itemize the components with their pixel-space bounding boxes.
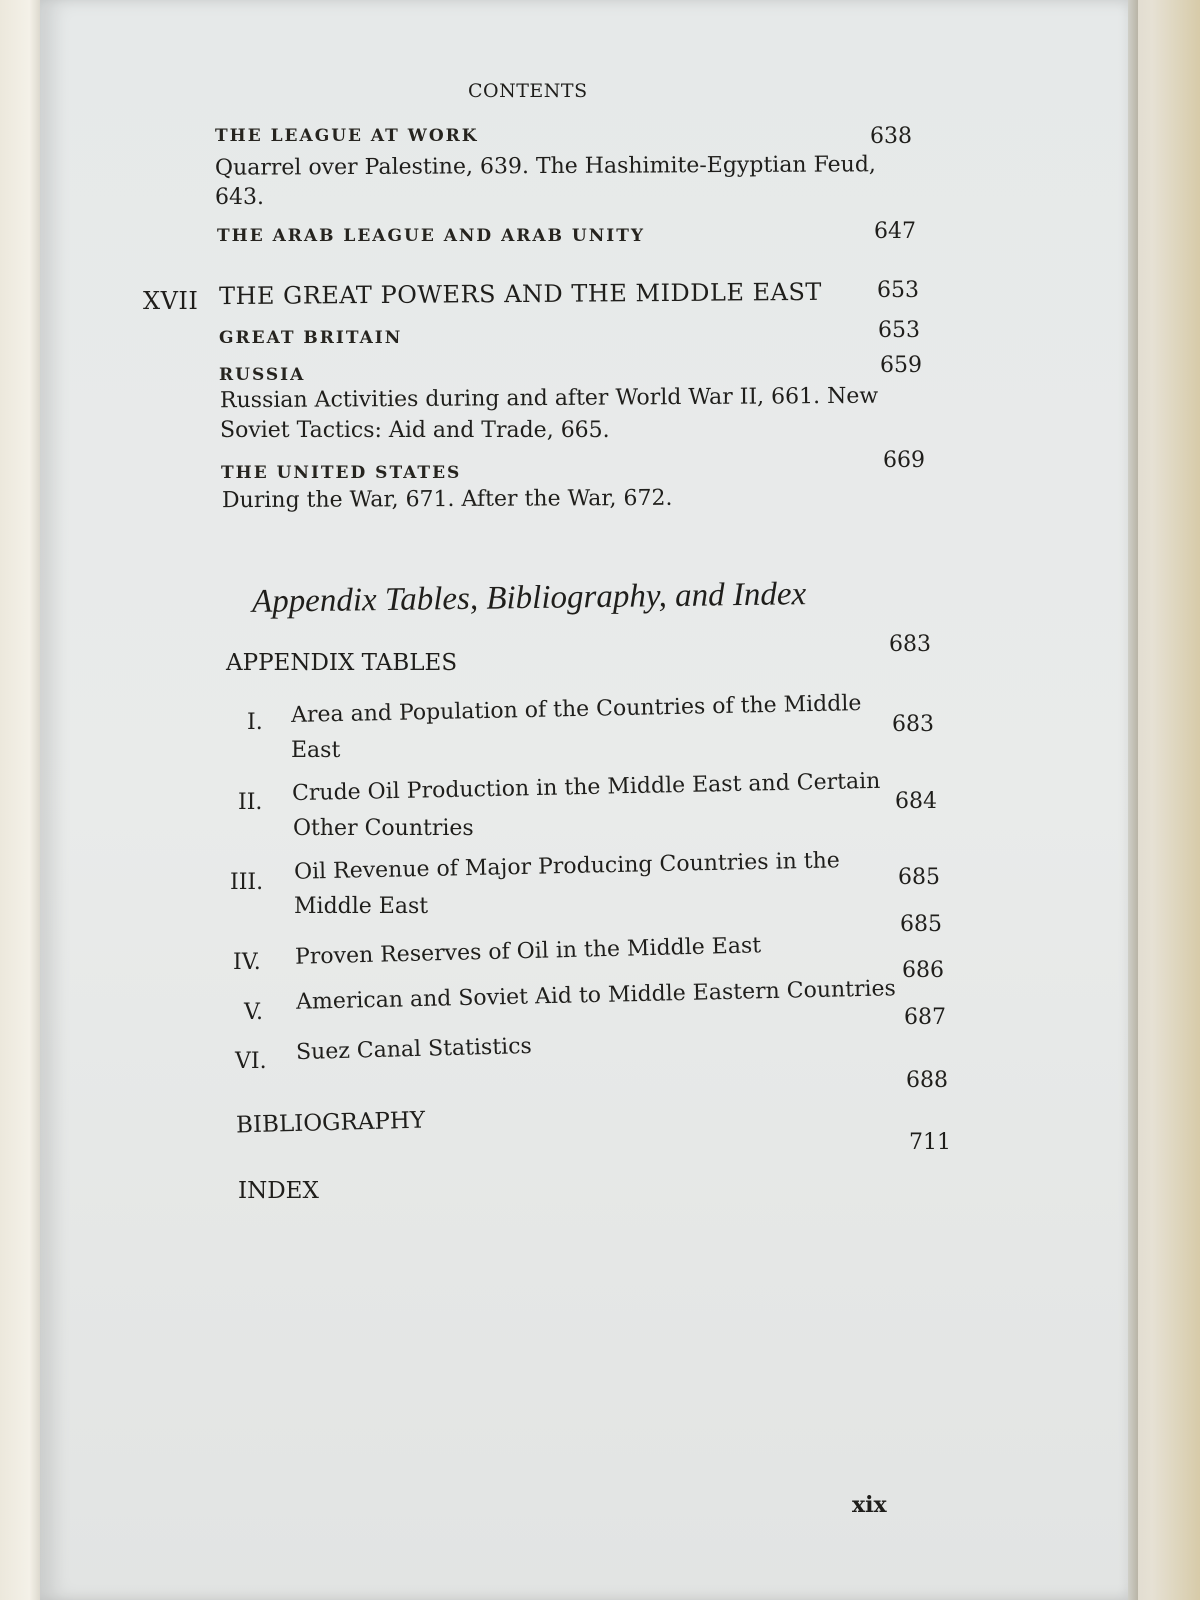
folio-page-number: xix: [852, 1492, 887, 1518]
page-number-bibliography: 688: [906, 1068, 948, 1093]
table-entry-line: East: [291, 738, 341, 763]
section-russia: RUSSIA: [219, 365, 306, 385]
section-united-states: THE UNITED STATES: [221, 463, 462, 483]
table-entry-line: Crude Oil Production in the Middle East and Certain: [291, 768, 881, 807]
table-entry-line: Oil Revenue of Major Producing Countries in the: [293, 848, 841, 885]
section-index: INDEX: [238, 1178, 319, 1204]
table-numeral: V.: [244, 1000, 264, 1025]
table-entry-line: American and Soviet Aid to Middle Eastern Countries: [295, 976, 897, 1015]
section-bibliography: BIBLIOGRAPHY: [235, 1107, 426, 1139]
table-entry-line: Area and Population of the Countries of the Middle: [290, 691, 862, 728]
subsection-line: Soviet Tactics: Aid and Trade, 665.: [220, 418, 610, 443]
chapter-title: THE GREAT POWERS AND THE MIDDLE EAST: [218, 277, 822, 311]
table-numeral: VI.: [235, 1049, 267, 1074]
table-entry-line: Other Countries: [293, 816, 474, 841]
subsection-line: Quarrel over Palestine, 639. The Hashimite-Egyptian Feud,: [214, 152, 876, 181]
page-number-index: 711: [909, 1130, 951, 1155]
page-number-table-4: 685: [900, 912, 942, 937]
subsection-line: Russian Activities during and after World War II, 661. New: [219, 383, 879, 414]
table-numeral: II.: [238, 790, 263, 815]
page-number-chapter: 653: [877, 278, 919, 303]
page-number-table-3: 685: [898, 865, 940, 890]
table-entry-line: Middle East: [294, 894, 429, 919]
page-number-appendix-tables: 683: [889, 632, 931, 657]
page-number-table-6: 687: [904, 1005, 946, 1030]
page-number-table-1: 683: [892, 712, 934, 737]
table-entry-line: Suez Canal Statistics: [295, 1033, 533, 1066]
running-head: CONTENTS: [468, 80, 588, 102]
facing-page-edge: [0, 0, 42, 1600]
table-entry-line: Proven Reserves of Oil in the Middle East: [294, 933, 762, 970]
page-number-arab-unity: 647: [874, 219, 916, 244]
section-arab-unity: THE ARAB LEAGUE AND ARAB UNITY: [217, 226, 645, 246]
table-numeral: III.: [230, 870, 264, 895]
table-numeral: IV.: [233, 950, 261, 975]
table-numeral: I.: [247, 710, 263, 735]
page-number-league-at-work: 638: [870, 124, 912, 149]
page-number-great-britain: 653: [878, 318, 920, 343]
appendix-heading: Appendix Tables, Bibliography, and Index: [251, 576, 807, 620]
page-edge-shadow: [1128, 0, 1138, 1600]
subsection-line: 643.: [215, 185, 264, 210]
section-great-britain: GREAT BRITAIN: [219, 328, 403, 348]
page-number-russia: 659: [880, 353, 922, 378]
section-league-at-work: THE LEAGUE AT WORK: [215, 126, 479, 146]
page-number-united-states: 669: [883, 448, 925, 473]
section-appendix-tables: APPENDIX TABLES: [226, 650, 458, 676]
page-number-table-2: 684: [895, 789, 937, 814]
subsection-line: During the War, 671. After the War, 672.: [221, 485, 673, 514]
page-number-table-5: 686: [902, 958, 944, 983]
chapter-numeral: XVII: [143, 287, 199, 315]
